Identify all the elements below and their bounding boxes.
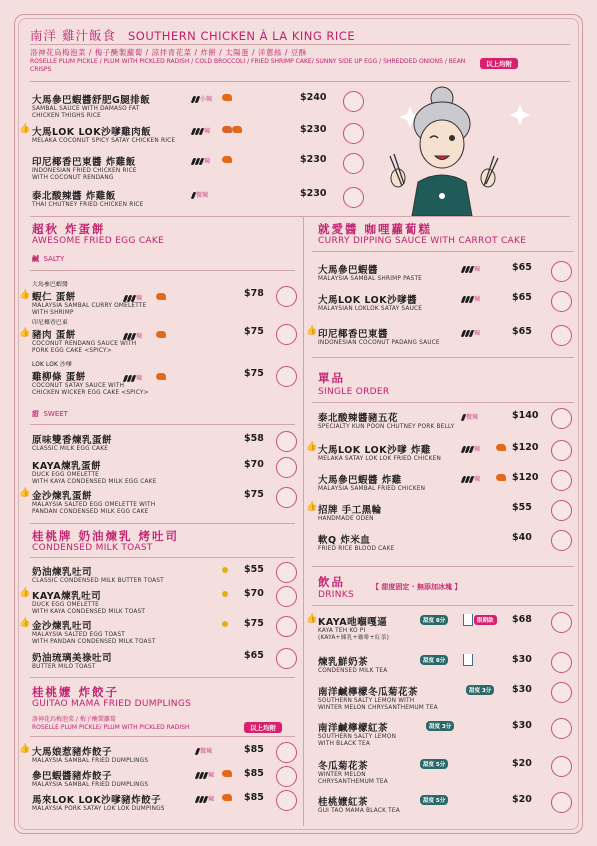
item-desc: MALAYSIA SAMBAL FRIED DUMPLINGS (32, 782, 149, 788)
item-name: 奶油琉璃美祿吐司 (32, 653, 113, 664)
shrimp-icon (222, 794, 232, 801)
order-checkbox[interactable] (343, 91, 364, 112)
shrimp-icon (222, 770, 232, 777)
item-price: $58 (244, 433, 264, 444)
item-desc: MALAYSIA PORK SATAY LOK LOK DUMPINGS (32, 806, 165, 812)
item-desc: CHICKEN WICKER EGG CAKE <SPICY> (32, 390, 149, 396)
rice-sides (30, 48, 470, 74)
item-name: 招牌 手工黑輪 (318, 505, 382, 516)
item-desc: KAYA TEH KO PI (318, 628, 366, 634)
divider (30, 44, 570, 45)
item-desc: FRIED RICE BLOOD CAKE (318, 546, 395, 552)
divider (312, 402, 574, 403)
title-en: SOUTHERN CHICKEN À LA KING RICE (127, 29, 356, 43)
dumpling-sides (32, 716, 189, 732)
menu-item (318, 758, 388, 786)
item-price: $68 (512, 614, 532, 625)
divider (30, 81, 570, 82)
divider (312, 251, 574, 252)
item-desc: MALAYSIA SAMBAL FRIED CHICKEN (318, 486, 426, 492)
thumbs-up-icon: 👍 (19, 290, 31, 300)
order-checkbox[interactable] (276, 324, 297, 345)
item-desc: SPECIALTY KUN POON CHUTNEY PORK BELLY (318, 424, 455, 430)
salty-label (32, 254, 64, 264)
shrimp-icon (156, 293, 166, 300)
menu-item (32, 154, 137, 182)
sweetness-tag: 甜度 8分 (420, 655, 448, 665)
eggcake-title-en: AWESOME FRIED EGG CAKE (32, 236, 165, 246)
spicy-level (192, 94, 212, 103)
drinks-title-en: DRINKS (318, 590, 354, 600)
item-price: $230 (300, 154, 327, 165)
order-checkbox[interactable] (343, 123, 364, 144)
item-name: 金沙煉乳蛋餅 (32, 491, 93, 502)
menu-item (32, 768, 148, 789)
dumpling-sides-zh: 洛神花烏梅泡菜 / 梅子醃製蘿蔔 (32, 716, 116, 723)
spicy-label: 辣 (204, 158, 211, 165)
page-title (30, 26, 355, 44)
order-checkbox[interactable] (276, 366, 297, 387)
item-price: $65 (512, 292, 532, 303)
butter-icon (222, 567, 228, 573)
spicy-label: 辣 (136, 295, 143, 302)
order-checkbox[interactable] (276, 457, 297, 478)
item-name: 大馬娘惹豬炸餃子 (32, 747, 113, 758)
spicy-level (462, 412, 478, 421)
item-name: KAYA吔嗰嘎逼 (318, 617, 388, 628)
spicy-level (462, 444, 480, 453)
thumbs-up-icon: 👍 (306, 442, 318, 452)
spicy-label: 微辣 (466, 414, 479, 421)
item-desc: CLASSIC MILK EGG CAKE (32, 446, 109, 452)
spicy-level (124, 293, 142, 302)
thumbs-up-icon: 👍 (19, 588, 31, 598)
lady-illustration-icon (380, 86, 555, 216)
item-desc: WITH BLACK TEA (318, 741, 371, 747)
order-checkbox[interactable] (276, 286, 297, 307)
item-name: 大馬參巴蝦醬 炸雞 (318, 475, 402, 486)
item-name: 大馬LOK LOK沙嗲醬 (318, 295, 418, 306)
item-price: $55 (512, 502, 532, 513)
menu-item (318, 614, 389, 642)
spicy-label: 辣 (474, 266, 481, 273)
order-checkbox[interactable] (551, 530, 572, 551)
order-checkbox[interactable] (276, 616, 297, 637)
item-desc: PANDAN CONDENSED MILK EGG CAKE (32, 509, 149, 515)
item-price: $85 (244, 792, 264, 803)
item-price: $20 (512, 794, 532, 805)
item-desc: BUTTER MILO TOAST (32, 664, 96, 670)
spicy-label: 辣 (136, 333, 143, 340)
menu-item (32, 564, 164, 585)
item-desc: MELAKA COCONUT SPICY SATAY CHICKEN RICE (32, 138, 176, 144)
thumbs-up-icon: 👍 (306, 502, 318, 512)
menu-item (32, 744, 148, 765)
spicy-label: 辣 (474, 296, 481, 303)
item-price: $40 (512, 532, 532, 543)
menu-item (318, 326, 440, 347)
item-desc: COCONUT RENDANG SAUCE WITH (32, 341, 137, 347)
thumbs-up-icon: 👍 (19, 744, 31, 754)
item-name: 參巴蝦醬豬炸餃子 (32, 771, 113, 782)
toast-title-en: CONDENSED MILK TOAST (32, 543, 153, 553)
spicy-label: 小辣 (200, 96, 213, 103)
menu-item (32, 188, 144, 209)
item-name: KAYA煉乳吐司 (32, 591, 102, 602)
spicy-label: 辣 (474, 446, 481, 453)
spicy-label: 辣 (136, 375, 143, 382)
eggcake-title-zh: 超秋 炸蛋餅 (32, 222, 106, 236)
thumbs-up-icon: 👍 (19, 488, 31, 498)
menu-item (32, 124, 175, 145)
cup-icon (463, 614, 473, 626)
limited-tag: 限期款 (474, 615, 497, 625)
item-price: $30 (512, 684, 532, 695)
item-desc: MALAYSIA SALTED EGG TOAST (32, 632, 125, 638)
menu-item (318, 410, 454, 431)
dumpling-title-en: GUITAO MAMA FRIED DUMPLINGS (32, 699, 192, 709)
item-price: $70 (244, 459, 264, 470)
column-divider (303, 216, 304, 826)
dumpling-sides-en: ROSELLE PLUM PICKLE/ PLUM WITH PICKLED RADISH (32, 724, 190, 731)
item-name: 軟Q 炸米血 (318, 535, 371, 546)
spicy-label: 辣 (208, 796, 215, 803)
menu-item (32, 92, 150, 120)
divider (312, 566, 574, 567)
rice-sides-en: ROSELLE PLUM PICKLE / PLUM WITH PICKLED RADISH / COLD BROCCOLI / FRIED SHRIMP CAKE/ SUNNY SIDE UP EGG / SHREDDED ONIONS / BEAN CRISPS (30, 58, 466, 73)
divider (30, 523, 295, 524)
menu-item (32, 432, 112, 453)
order-checkbox[interactable] (551, 612, 572, 633)
order-checkbox[interactable] (551, 756, 572, 777)
curry-title-zh: 就愛醬 咖哩蘿蔔糕 (318, 222, 433, 236)
item-desc: DUCK EGG OMELETTE (32, 602, 100, 608)
item-desc: HANDMADE ODEN (318, 516, 374, 522)
thumbs-up-icon: 👍 (19, 618, 31, 628)
item-name: 金沙煉乳吐司 (32, 621, 93, 632)
menu-item (32, 458, 157, 486)
spicy-level (196, 770, 214, 779)
order-checkbox[interactable] (276, 487, 297, 508)
item-desc: MALAYSIA SAMBAL FRIED DUMPLINGS (32, 758, 149, 764)
item-desc: DUCK EGG OMELETTE (32, 472, 100, 478)
item-price: $85 (244, 768, 264, 779)
item-name: 泰北酸辣醬豬五花 (318, 413, 399, 424)
spicy-level (462, 474, 480, 483)
item-desc: WINTER MELON (318, 772, 366, 778)
menu-item (32, 320, 136, 355)
order-checkbox[interactable] (551, 440, 572, 461)
item-price: $65 (244, 650, 264, 661)
spicy-level (192, 156, 210, 165)
order-checkbox[interactable] (276, 790, 297, 811)
item-price: $75 (244, 326, 264, 337)
shrimp-icon (222, 156, 232, 163)
item-price: $120 (512, 442, 539, 453)
shrimp-icon (496, 474, 506, 481)
spicy-level (196, 746, 212, 755)
spicy-level (192, 190, 208, 199)
item-price: $230 (300, 188, 327, 199)
order-checkbox[interactable] (551, 652, 572, 673)
menu-item (32, 488, 155, 516)
salty-en: SALTY (43, 255, 65, 263)
item-desc: INDONESIAN FRIED CHICKEN RICE (32, 168, 137, 174)
order-checkbox[interactable] (276, 431, 297, 452)
thumbs-up-icon: 👍 (19, 328, 31, 338)
item-desc: CHICKEN THIGHS RICE (32, 113, 102, 119)
menu-item (32, 588, 145, 616)
shrimp-icon (232, 126, 242, 133)
spicy-label: 微辣 (196, 192, 209, 199)
item-name: 煉乳鮮奶茶 (318, 657, 369, 668)
order-checkbox[interactable] (276, 742, 297, 763)
item-desc: MALAYSIA SAMBAL SHRIMP PASTE (318, 276, 423, 282)
item-name: 雞柳條 蛋餅 (32, 372, 86, 383)
item-name: 奶油煉乳吐司 (32, 567, 93, 578)
dumpling-badge: 以上均附 (244, 722, 282, 733)
item-price: $30 (512, 654, 532, 665)
sweetness-tag: 甜度 3分 (466, 685, 494, 695)
item-desc: WITH COCONUT RENDANG (32, 175, 114, 181)
item-price: $230 (300, 124, 327, 135)
item-desc: WINTER MELON CHRYSANTHEMUM TEA (318, 705, 438, 711)
divider (312, 357, 574, 358)
item-desc: COCONUT SATAY SAUCE WITH (32, 383, 125, 389)
spicy-level (462, 264, 480, 273)
item-name: KAYA煉乳蛋餅 (32, 461, 102, 472)
item-desc: CONDENSED MILK TEA (318, 668, 388, 674)
item-prefix: 印尼椰香巴東 (32, 320, 68, 326)
sweetness-tag: 甜度 8分 (420, 615, 448, 625)
item-price: $65 (512, 326, 532, 337)
item-name: 大馬LOK LOK沙嗲雞肉飯 (32, 127, 152, 138)
item-prefix: LOK LOK 沙嗲 (32, 362, 73, 368)
sweet-en: SWEET (43, 410, 68, 418)
menu-item (318, 472, 425, 493)
menu-item (318, 654, 387, 675)
order-checkbox[interactable] (551, 291, 572, 312)
salty-zh: 鹹 (32, 255, 39, 263)
order-checkbox[interactable] (551, 470, 572, 491)
spicy-level (124, 373, 142, 382)
spicy-level (196, 794, 214, 803)
item-name: 泰北酸辣醬 炸雞飯 (32, 191, 116, 202)
spicy-level (462, 294, 480, 303)
item-desc: WITH KAYA CONDENSED MILK TOAST (32, 609, 146, 615)
item-name: 桂桃嬤紅茶 (318, 797, 369, 808)
shrimp-icon (496, 444, 506, 451)
item-desc: WITH KAYA CONDENSED MILK EGG CAKE (32, 479, 157, 485)
item-desc: THAI CHUTNEY FRIED CHICKEN RICE (32, 202, 144, 208)
item-name: 大馬參巴蝦醬 (318, 265, 379, 276)
spicy-level (192, 126, 210, 135)
toast-title-zh: 桂桃牌 奶油煉乳 烤吐司 (32, 529, 180, 543)
divider (30, 677, 295, 678)
order-checkbox[interactable] (551, 792, 572, 813)
spicy-label: 辣 (204, 128, 211, 135)
item-name: 馬來LOK LOK沙嗲豬炸餃子 (32, 795, 162, 806)
item-price: $65 (512, 262, 532, 273)
menu-item (32, 792, 165, 813)
item-desc: MELAKA SATAY LOK LOK FRIED CHICKEN (318, 456, 442, 462)
spicy-level (462, 328, 480, 337)
menu-item (318, 502, 382, 523)
item-price: $20 (512, 758, 532, 769)
spicy-label: 辣 (474, 476, 481, 483)
item-name: 南洋鹹檸檬冬瓜菊花茶 (318, 687, 419, 698)
item-desc: INDONESIAN COCONUT PADANG SAUCE (318, 340, 440, 346)
item-name: 南洋鹹檸檬紅茶 (318, 723, 389, 734)
menu-item (318, 720, 396, 748)
item-desc: PORK EGG CAKE <SPICY> (32, 348, 112, 354)
item-price: $140 (512, 410, 539, 421)
item-price: $75 (244, 368, 264, 379)
order-checkbox[interactable] (343, 153, 364, 174)
spicy-label: 微辣 (200, 748, 213, 755)
menu-item (318, 794, 400, 815)
item-price: $30 (512, 720, 532, 731)
chicken-icon (222, 126, 232, 133)
sweetness-tag: 甜度 5分 (420, 795, 448, 805)
order-checkbox[interactable] (276, 766, 297, 787)
item-desc: SOUTHERN SALTY LEMON (318, 734, 397, 740)
menu-item (32, 650, 112, 671)
item-price: $78 (244, 288, 264, 299)
order-checkbox[interactable] (551, 682, 572, 703)
item-desc: (KAYA+煉乳+咖啡+紅茶) (318, 635, 390, 641)
item-desc: CLASSIC CONDENSED MILK BUTTER TOAST (32, 578, 164, 584)
item-name: 大馬參巴蝦醬舒肥G腿排飯 (32, 95, 151, 106)
dumpling-title-zh: 桂桃嬤 炸餃子 (32, 685, 120, 699)
item-price: $75 (244, 489, 264, 500)
item-name: 冬瓜菊花茶 (318, 761, 369, 772)
order-checkbox[interactable] (551, 500, 572, 521)
drinks-note: 【 甜度固定 · 無添加冰塊 】 (372, 583, 462, 591)
drinks-title-zh: 飲品 (318, 575, 345, 589)
item-desc: WITH SHRIMP (32, 310, 74, 316)
included-badge: 以上均附 (480, 58, 518, 69)
shrimp-icon (222, 94, 232, 101)
order-checkbox[interactable] (276, 648, 297, 669)
butter-icon (222, 621, 228, 627)
item-price: $120 (512, 472, 539, 483)
order-checkbox[interactable] (343, 187, 364, 208)
menu-item (318, 532, 394, 553)
divider (30, 270, 295, 271)
item-price: $70 (244, 588, 264, 599)
item-desc: MALAYSIAN LOKLOK SATAY SAUCE (318, 306, 423, 312)
sweetness-tag: 甜度 5分 (420, 759, 448, 769)
item-desc: MALAYSIA SALTED EGG OMELETTE WITH (32, 502, 156, 508)
item-name: 豬肉 蛋餅 (32, 330, 76, 341)
item-price: $240 (300, 92, 327, 103)
item-name: 印尼椰香巴東醬 (318, 329, 389, 340)
single-title-en: SINGLE ORDER (318, 387, 390, 397)
order-checkbox[interactable] (276, 562, 297, 583)
item-price: $85 (244, 744, 264, 755)
item-desc: GUI TAO MAMA BLACK TEA (318, 808, 400, 814)
item-price: $55 (244, 564, 264, 575)
order-checkbox[interactable] (551, 325, 572, 346)
divider (30, 216, 570, 217)
menu-item (318, 262, 422, 283)
thumbs-up-icon: 👍 (19, 124, 31, 134)
menu-item (318, 292, 422, 313)
divider (30, 424, 295, 425)
item-name: 蝦仁 蛋餅 (32, 292, 76, 303)
cup-icon (463, 654, 473, 666)
spicy-label: 辣 (208, 772, 215, 779)
divider (30, 557, 295, 558)
single-title-zh: 單品 (318, 371, 345, 385)
shrimp-icon (156, 373, 166, 380)
sweet-label (32, 409, 68, 419)
order-checkbox[interactable] (551, 718, 572, 739)
item-desc: SAMBAL SAUCE WITH DAMASO FAT (32, 106, 140, 112)
order-checkbox[interactable] (551, 261, 572, 282)
item-name: 印尼椰香巴東醬 炸雞飯 (32, 157, 136, 168)
item-desc: CHRYSANTHEMUM TEA (318, 779, 388, 785)
menu-item (318, 442, 441, 463)
item-name: 原味雙香煉乳蛋餅 (32, 435, 113, 446)
item-prefix: 大馬參巴蝦醬 (32, 282, 68, 288)
title-zh: 南洋 雞汁飯食 (30, 28, 116, 43)
item-desc: MALAYSIA SAMBAL CURRY OMELETTE (32, 303, 147, 309)
item-desc: WITH PANDAN CONDENSED MILK TOAST (32, 639, 156, 645)
order-checkbox[interactable] (551, 408, 572, 429)
thumbs-up-icon: 👍 (306, 326, 318, 336)
item-price: $75 (244, 618, 264, 629)
rice-sides-zh: 洛神花烏梅泡菜 / 梅子醃製蘿蔔 / 涼拌青花菜 / 炸餅 / 太陽蛋 / 洋蔥絲 / 豆酥 (30, 48, 307, 57)
sweetness-tag: 甜度 3分 (426, 721, 454, 731)
butter-icon (222, 591, 228, 597)
shrimp-icon (156, 331, 166, 338)
spicy-label: 辣 (474, 330, 481, 337)
menu-item (32, 618, 155, 646)
sweet-zh: 甜 (32, 410, 39, 418)
curry-title-en: CURRY DIPPING SAUCE WITH CARROT CAKE (318, 236, 527, 246)
order-checkbox[interactable] (276, 586, 297, 607)
thumbs-up-icon: 👍 (306, 614, 318, 624)
item-name: 大馬LOK LOK沙嗲 炸雞 (318, 445, 431, 456)
menu-item (318, 684, 438, 712)
divider (312, 605, 574, 606)
spicy-level (124, 331, 142, 340)
divider (30, 736, 295, 737)
item-desc: SOUTHERN SALTY LEMON WITH (318, 698, 415, 704)
